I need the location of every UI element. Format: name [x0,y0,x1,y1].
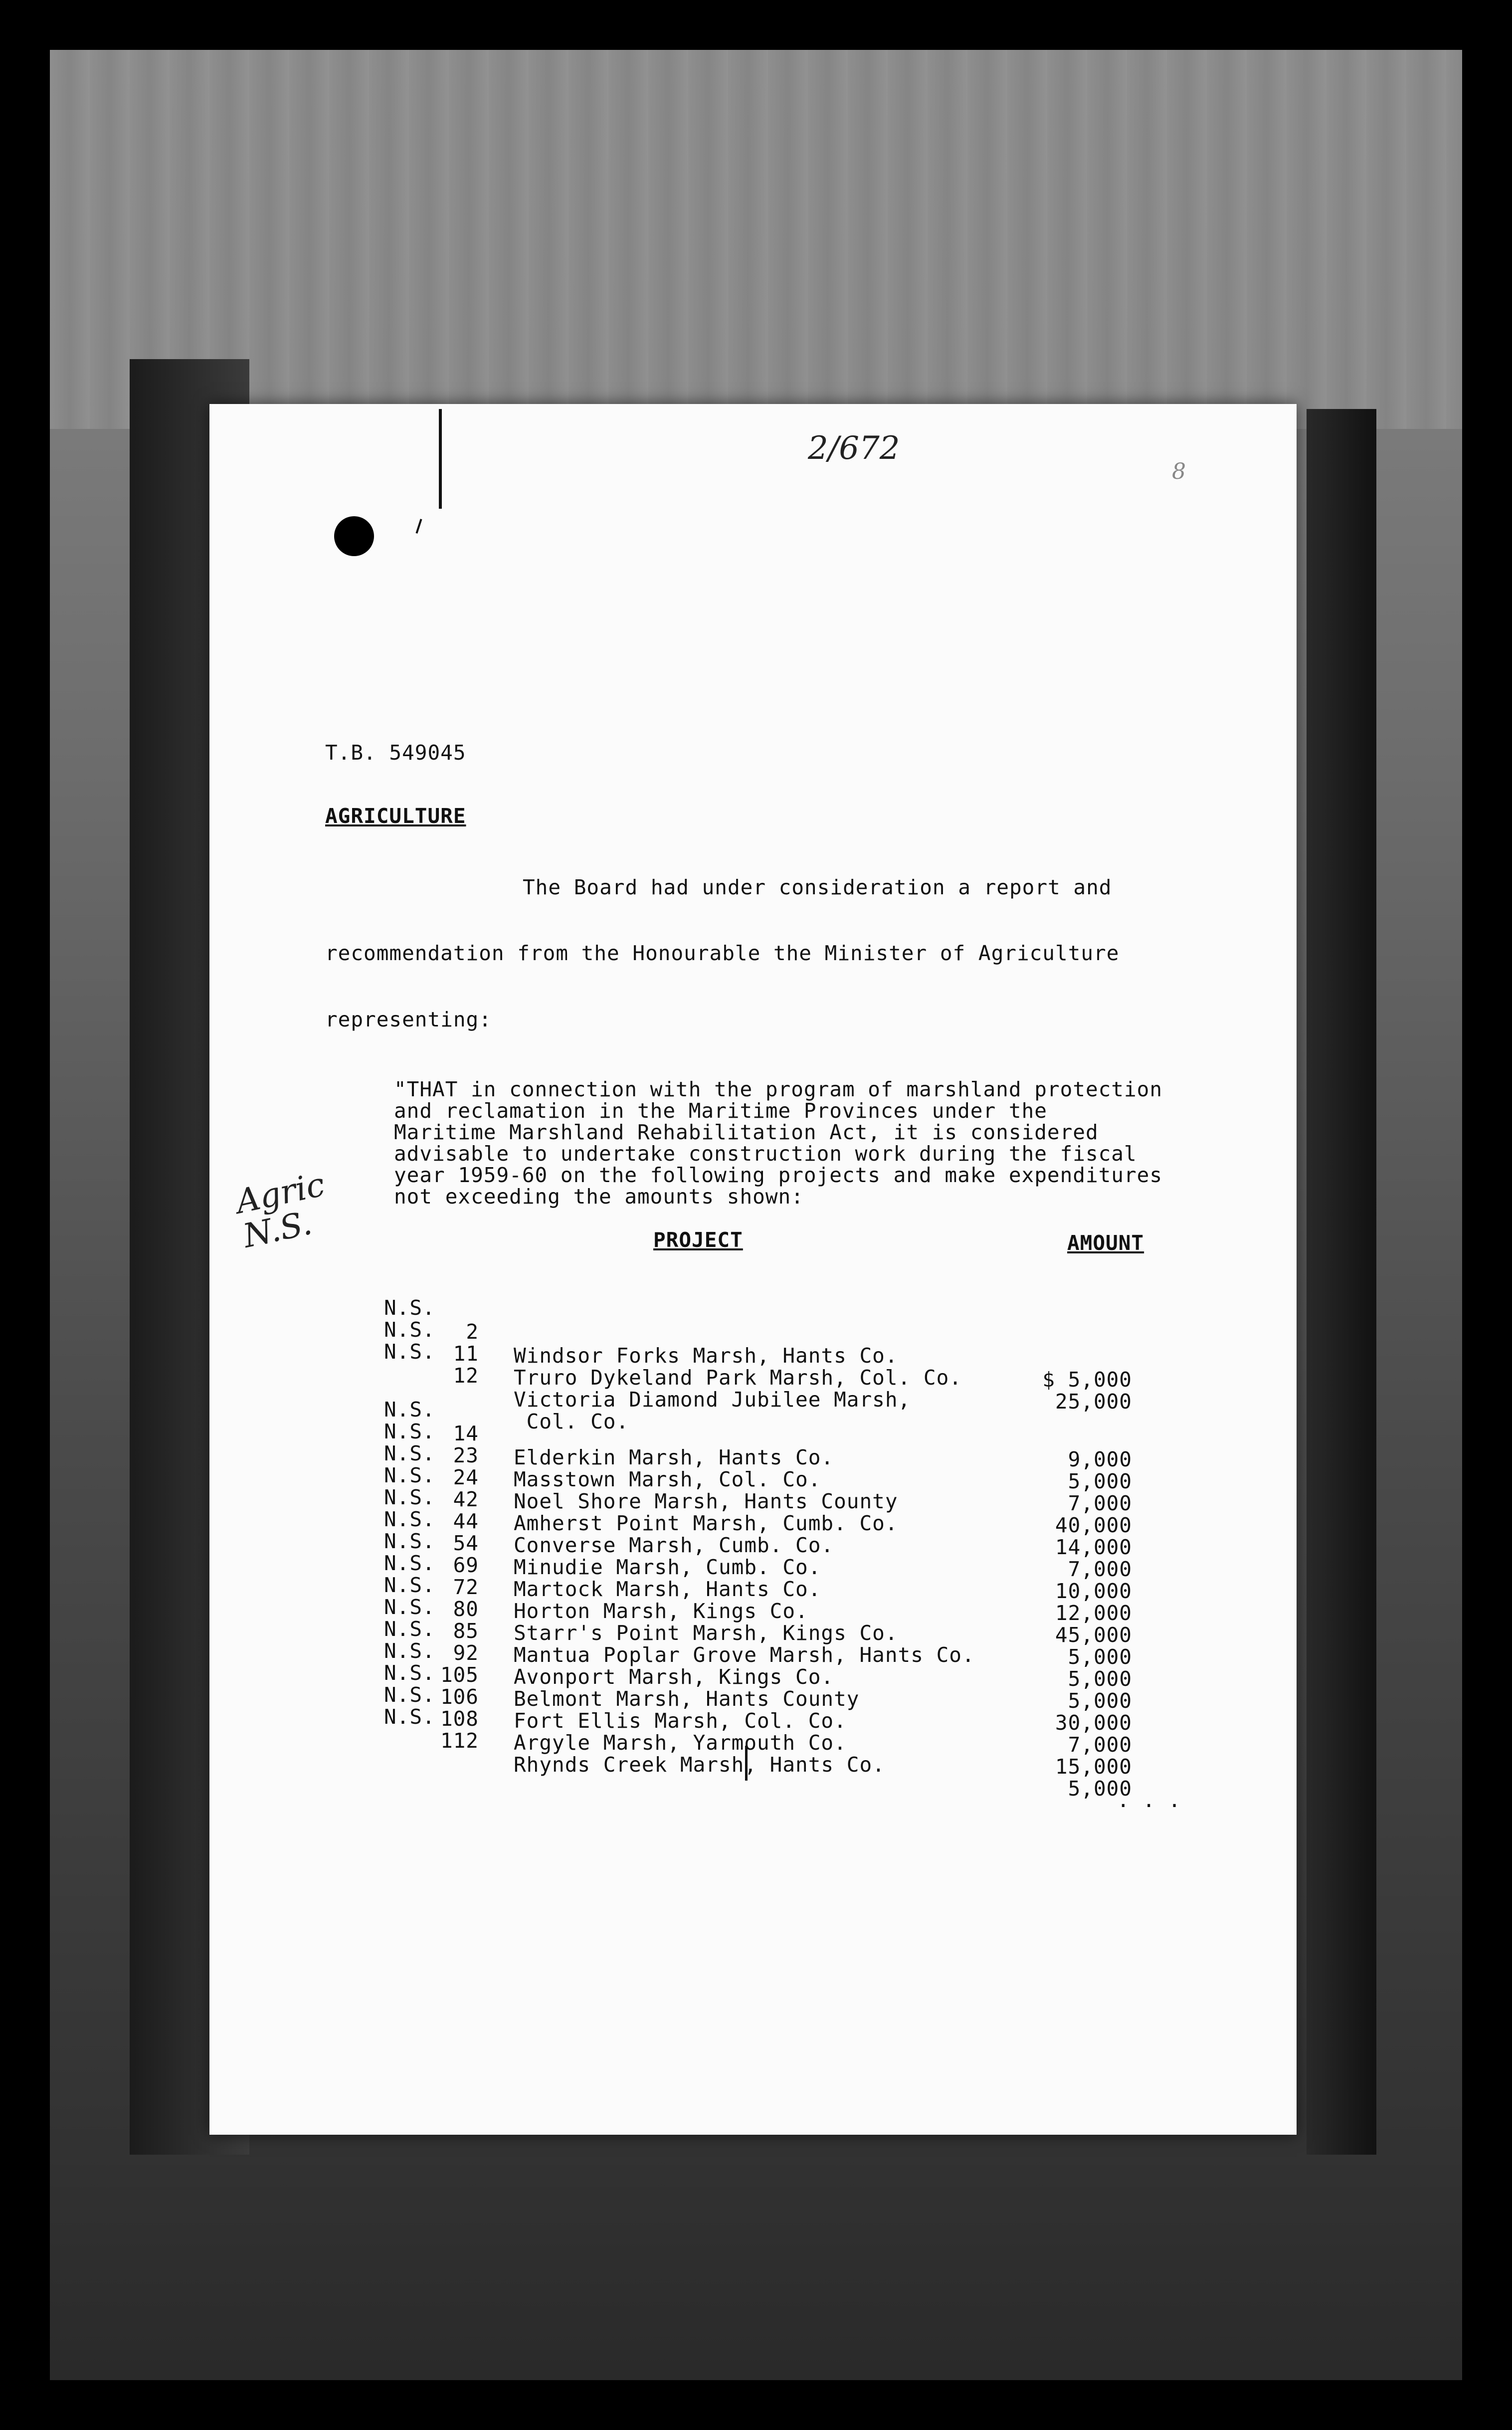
row-number: 44 [453,1509,479,1533]
row-amount: 9,000 [1068,1447,1132,1471]
row-project-name: Converse Marsh, Cumb. Co. [514,1533,834,1557]
row-number: 80 [453,1597,479,1621]
row-project-name: Col. Co. [514,1410,629,1433]
row-project-name: Noel Shore Marsh, Hants County [514,1489,898,1513]
quote-line-2: and reclamation in the Maritime Provinces under the [394,1099,1047,1123]
row-project-name: Elderkin Marsh, Hants Co. [514,1445,834,1469]
row-amount: 7,000 [1068,1733,1132,1757]
row-prefix: N.S. [384,1485,435,1509]
row-amount: 5,000 [1068,1667,1132,1691]
row-number: 92 [453,1641,479,1665]
quote-line-4: advisable to undertake construction work during the fiscal [394,1142,1137,1166]
row-number: 105 [440,1663,479,1687]
row-number: 108 [440,1707,479,1731]
row-number: 14 [453,1421,479,1445]
column-header-amount: AMOUNT [1067,1231,1144,1255]
row-number: 23 [453,1443,479,1467]
row-project-name: Starr's Point Marsh, Kings Co. [514,1621,898,1645]
row-number: 112 [440,1729,479,1753]
row-prefix: N.S. [384,1318,435,1342]
quote-line-5: year 1959-60 on the following projects and make expenditures [394,1163,1163,1187]
row-amount: 30,000 [1055,1711,1132,1735]
row-number: 69 [453,1553,479,1577]
column-header-project: PROJECT [653,1228,743,1252]
row-prefix: N.S. [384,1683,435,1707]
row-amount: 5,000 [1068,1645,1132,1669]
row-prefix: N.S. [384,1507,435,1531]
row-amount: 5,000 [1068,1469,1132,1493]
quote-line-1: "THAT in connection with the program of marshland protection [394,1077,1163,1101]
row-amount: 12,000 [1055,1601,1132,1625]
continuation-dots: . . . [1117,1788,1181,1812]
row-prefix: N.S. [384,1573,435,1597]
row-prefix: N.S. [384,1441,435,1465]
intro-line-1: The Board had under consideration a report and [523,875,1112,899]
row-project-name: Amherst Point Marsh, Cumb. Co. [514,1511,898,1535]
row-prefix: N.S. [384,1551,435,1575]
row-amount: 14,000 [1055,1535,1132,1559]
row-project-name: Truro Dykeland Park Marsh, Col. Co. [514,1366,962,1390]
row-prefix: N.S. [384,1661,435,1685]
intro-line-2: recommendation from the Honourable the Minister of Agriculture [325,941,1120,965]
row-project-name: Avonport Marsh, Kings Co. [514,1665,834,1689]
row-prefix: N.S. [384,1639,435,1663]
quote-line-6: not exceeding the amounts shown: [394,1185,804,1209]
row-amount: 7,000 [1068,1557,1132,1581]
row-prefix: N.S. [384,1705,435,1729]
scan-top-area [50,50,1462,429]
row-project-name: Victoria Diamond Jubilee Marsh, [514,1388,911,1412]
row-amount: 40,000 [1055,1513,1132,1537]
row-prefix: N.S. [384,1419,435,1443]
row-project-name: Masstown Marsh, Col. Co. [514,1467,821,1491]
row-project-name: Martock Marsh, Hants Co. [514,1577,821,1601]
projects-table [384,1272,1132,1801]
row-project-name: Windsor Forks Marsh, Hants Co. [514,1344,898,1368]
row-number: 2 [466,1320,479,1344]
corner-mark: 8 [1172,459,1186,484]
row-amount: 10,000 [1055,1579,1132,1603]
document-heading: AGRICULTURE [325,804,466,828]
document-page [209,404,1297,2135]
row-number: 11 [453,1342,479,1366]
row-project-name: Mantua Poplar Grove Marsh, Hants Co. [514,1643,975,1667]
tb-number: T.B. 549045 [325,741,466,765]
row-amount: 45,000 [1055,1623,1132,1647]
row-prefix: N.S. [384,1617,435,1641]
row-amount: 5,000 [1068,1689,1132,1713]
row-project-name: Fort Ellis Marsh, Col. Co. [514,1709,847,1733]
row-amount: 15,000 [1055,1755,1132,1779]
row-prefix: N.S. [384,1529,435,1553]
row-project-name: Belmont Marsh, Hants County [514,1687,860,1711]
quote-line-3: Maritime Marshland Rehabilitation Act, it is considered [394,1120,1099,1144]
row-amount: 7,000 [1068,1491,1132,1515]
row-project-name: Rhynds Creek Marsh, Hants Co. [514,1753,885,1777]
row-number: 54 [453,1531,479,1555]
row-number: 24 [453,1465,479,1489]
punch-hole [334,516,374,556]
row-amount: $ 5,000 [1042,1368,1132,1392]
row-number: 72 [453,1575,479,1599]
margin-handwritten-note: Agric N.S. [232,1165,328,1255]
page-shadow-right [1307,409,1376,2155]
row-prefix: N.S. [384,1463,435,1487]
row-amount: 25,000 [1055,1390,1132,1414]
row-prefix: N.S. [384,1595,435,1619]
file-number-annotation: 2/672 [808,430,900,467]
row-project-name: Horton Marsh, Kings Co. [514,1599,808,1623]
intro-line-3: representing: [325,1008,492,1031]
row-project-name: Minudie Marsh, Cumb. Co. [514,1555,821,1579]
row-number: 106 [440,1685,479,1709]
pen-stroke-vertical [439,409,442,509]
row-prefix: N.S. [384,1340,435,1364]
row-number: 85 [453,1619,479,1643]
row-number: 42 [453,1487,479,1511]
row-amount: 5,000 [1068,1777,1132,1801]
row-number: 12 [453,1364,479,1388]
row-prefix: N.S. [384,1296,435,1320]
row-project-name: Argyle Marsh, Yarmouth Co. [514,1731,847,1755]
row-prefix: N.S. [384,1398,435,1421]
